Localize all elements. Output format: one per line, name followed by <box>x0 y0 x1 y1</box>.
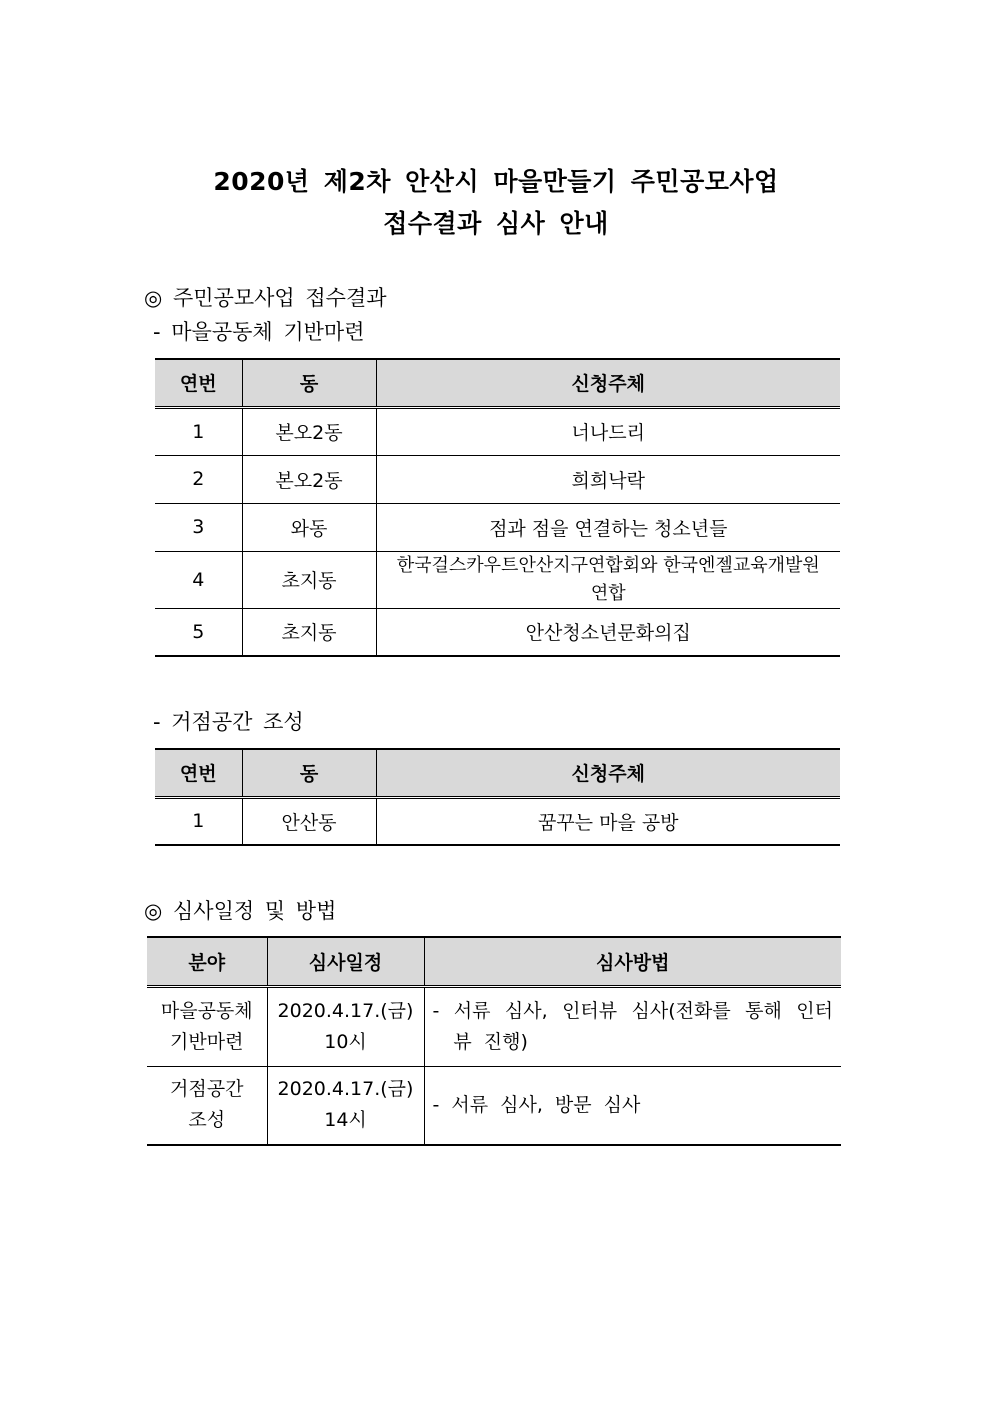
table-row <box>155 407 840 455</box>
table-row <box>147 986 841 1066</box>
table-community-foundation <box>155 358 840 657</box>
cell-review-method <box>424 1066 841 1145</box>
cell-dong: 본오2동 <box>242 407 376 455</box>
cell-dong: 초지동 <box>242 608 376 656</box>
table-row <box>147 1066 841 1145</box>
cell-review-method <box>424 986 841 1066</box>
header-review-method: 심사방법 <box>424 937 841 986</box>
cell-date-line2: 14시 <box>324 1109 367 1132</box>
cell-no: 1 <box>155 407 242 455</box>
cell-applicant-line1: 한국걸스카우트안산지구연합회와 한국엔젤교육개발원 <box>396 554 820 576</box>
cell-applicant-line2: 연합 <box>590 582 626 604</box>
cell-field-line1: 거점공간 <box>170 1078 244 1101</box>
header-field: 분야 <box>147 937 267 986</box>
cell-no: 4 <box>155 551 242 608</box>
cell-date-line1: 2020.4.17.(금) <box>277 1078 414 1101</box>
doc-title-line1: 2020년 제2차 안산시 마을만들기 주민공모사업 <box>213 167 779 196</box>
cell-applicant: 안산청소년문화의집 <box>376 608 840 656</box>
table-row <box>155 608 840 656</box>
header-dong: 동 <box>242 749 376 797</box>
cell-dong: 본오2동 <box>242 455 376 503</box>
table-header-row <box>155 749 840 797</box>
subheading-hub-space: - 거점공간 조성 <box>153 710 304 734</box>
cell-dong: 안산동 <box>242 797 376 845</box>
cell-field-line1: 마을공동체 <box>160 999 253 1022</box>
section-heading-review-schedule: ◎ 심사일정 및 방법 <box>144 899 337 923</box>
header-no: 연번 <box>155 749 242 797</box>
cell-applicant: 점과 점을 연결하는 청소년들 <box>376 503 840 551</box>
table-row <box>155 797 840 845</box>
table-row <box>155 551 840 608</box>
cell-applicant: 너나드리 <box>376 407 840 455</box>
table-header-row <box>147 937 841 986</box>
cell-no: 1 <box>155 797 242 845</box>
table-header-row <box>155 359 840 407</box>
cell-field <box>147 986 267 1066</box>
table-row <box>155 503 840 551</box>
doc-title-line2: 접수결과 심사 안내 <box>383 209 609 238</box>
header-dong: 동 <box>242 359 376 407</box>
header-no: 연번 <box>155 359 242 407</box>
subheading-community-foundation: - 마을공동체 기반마련 <box>153 320 365 344</box>
section-heading-receipt-results: ◎ 주민공모사업 접수결과 <box>144 286 387 310</box>
table-hub-space <box>155 748 840 846</box>
cell-applicant: 희희낙락 <box>376 455 840 503</box>
cell-field-line2: 기반마련 <box>170 1030 244 1053</box>
cell-no: 2 <box>155 455 242 503</box>
cell-date-line1: 2020.4.17.(금) <box>277 999 414 1022</box>
cell-method-text: - 서류 심사, 인터뷰 심사(전화를 통해 인터뷰 진행) <box>432 999 833 1053</box>
cell-dong: 와동 <box>242 503 376 551</box>
cell-dong: 초지동 <box>242 551 376 608</box>
cell-review-date <box>267 1066 424 1145</box>
cell-applicant <box>376 551 840 608</box>
cell-no: 3 <box>155 503 242 551</box>
cell-field <box>147 1066 267 1145</box>
cell-date-line2: 10시 <box>324 1030 367 1053</box>
header-review-date: 심사일정 <box>267 937 424 986</box>
cell-applicant: 꿈꾸는 마을 공방 <box>376 797 840 845</box>
table-review-schedule <box>147 936 841 1146</box>
header-applicant: 신청주체 <box>376 749 840 797</box>
cell-field-line2: 조성 <box>188 1109 226 1132</box>
cell-no: 5 <box>155 608 242 656</box>
header-applicant: 신청주체 <box>376 359 840 407</box>
cell-method-text: - 서류 심사, 방문 심사 <box>432 1093 641 1116</box>
table-row <box>155 455 840 503</box>
cell-review-date <box>267 986 424 1066</box>
